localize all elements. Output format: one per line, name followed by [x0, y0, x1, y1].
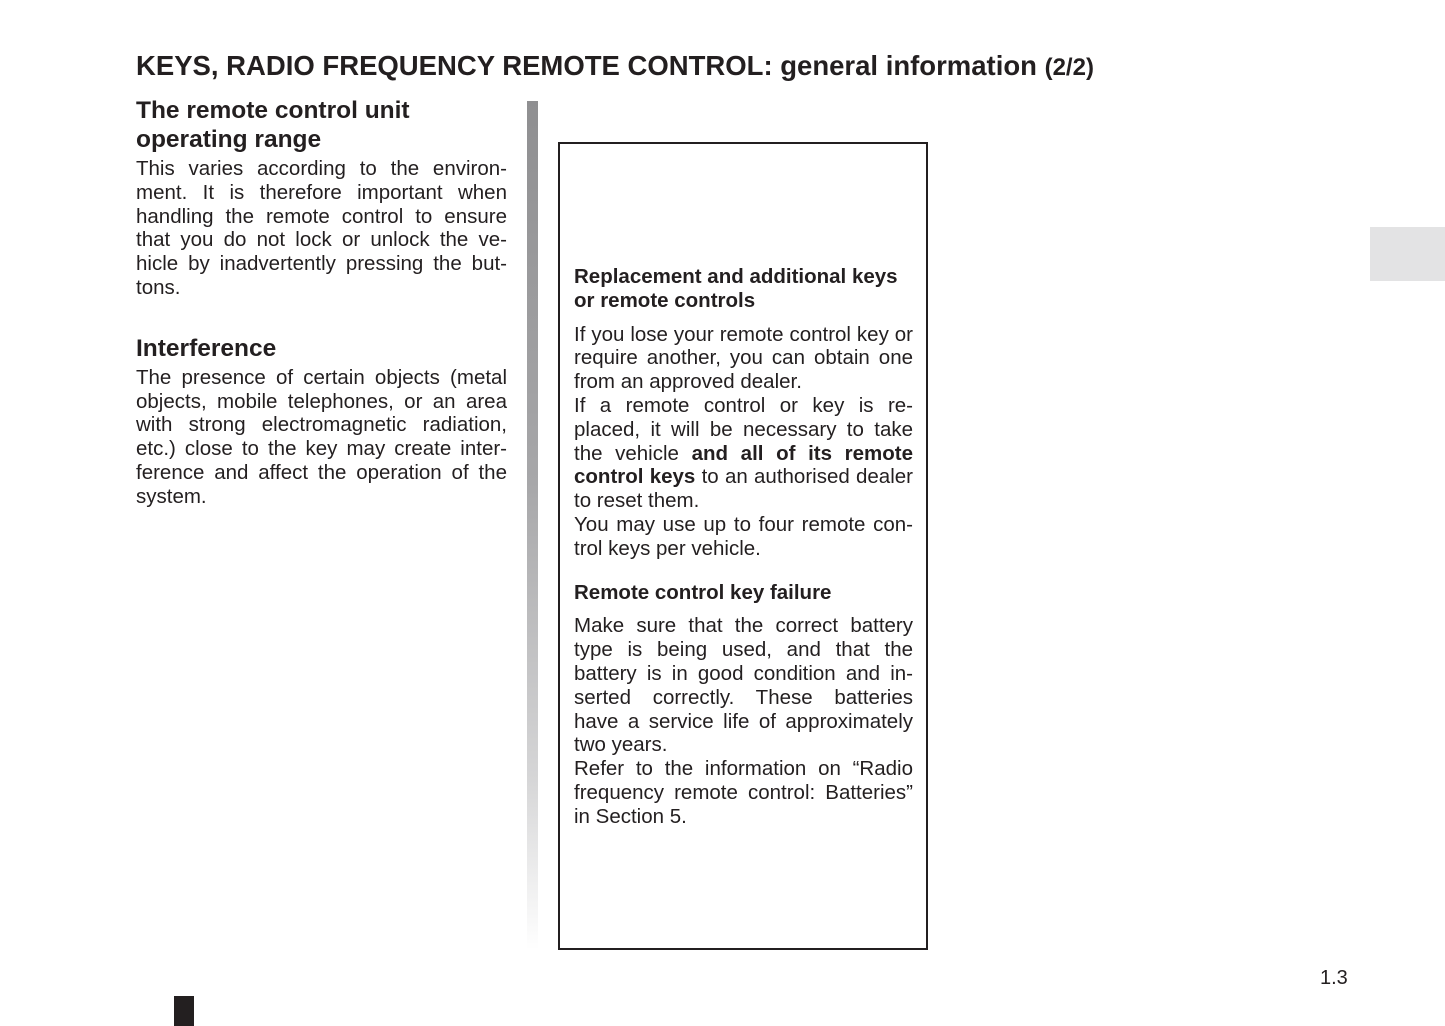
failure-line-2: Refer to the information on “Radio frequency remote control: Batteries” in Section 5. [574, 757, 913, 828]
replacement-text [574, 323, 913, 561]
interference-text: The presence of certain objects (metal objects, mobile telephones, or an area with strong electromagnetic radiation, etc.) close to the key may create inter-ference and affect the operation of the system. [136, 365, 507, 508]
note-content [574, 265, 913, 829]
replacement-line-2b: to an authorised dealer to reset them. [574, 465, 913, 513]
range-text: This varies according to the environ-ment. It is therefore important when handling the remote control to ensure that you do not lock or unlock the ve-hicle by inadvertently pressing the but-tons. [136, 157, 507, 299]
failure-line-1: Make sure that the correct battery type is being used, and that the battery is in good condition and in-serted correctly. These batteries have a service life of approximately two years. [574, 614, 913, 757]
replacement-heading: Replacement and additional keys or remote controls [574, 265, 898, 312]
left-column [136, 96, 507, 509]
page-title-suffix: (2/2) [1044, 54, 1094, 81]
page-title [136, 48, 1094, 86]
replacement-line-2-bold: and all of its remote control keys [574, 441, 914, 489]
page-title-text: KEYS, RADIO FREQUENCY REMOTE CONTROL: general information [136, 50, 1037, 81]
replacement-line-2a: If a remote control or key is re-placed, it will be necessary to take the vehicle [574, 393, 913, 465]
replacement-line-1: If you lose your remote control key or require another, you can obtain one from an approved dealer. [574, 322, 913, 394]
column-divider [527, 101, 538, 950]
corner-crop-mark [174, 996, 194, 1026]
interference-heading: Interference [136, 334, 277, 362]
page-number: 1.3 [1320, 967, 1348, 989]
note-box [558, 142, 928, 950]
failure-text [574, 614, 913, 828]
replacement-line-3: You may use up to four remote con-trol keys per vehicle. [574, 512, 913, 560]
failure-heading: Remote control key failure [574, 580, 832, 604]
section-thumb-tab [1370, 227, 1445, 281]
range-heading: The remote control unit operating range [136, 97, 410, 153]
